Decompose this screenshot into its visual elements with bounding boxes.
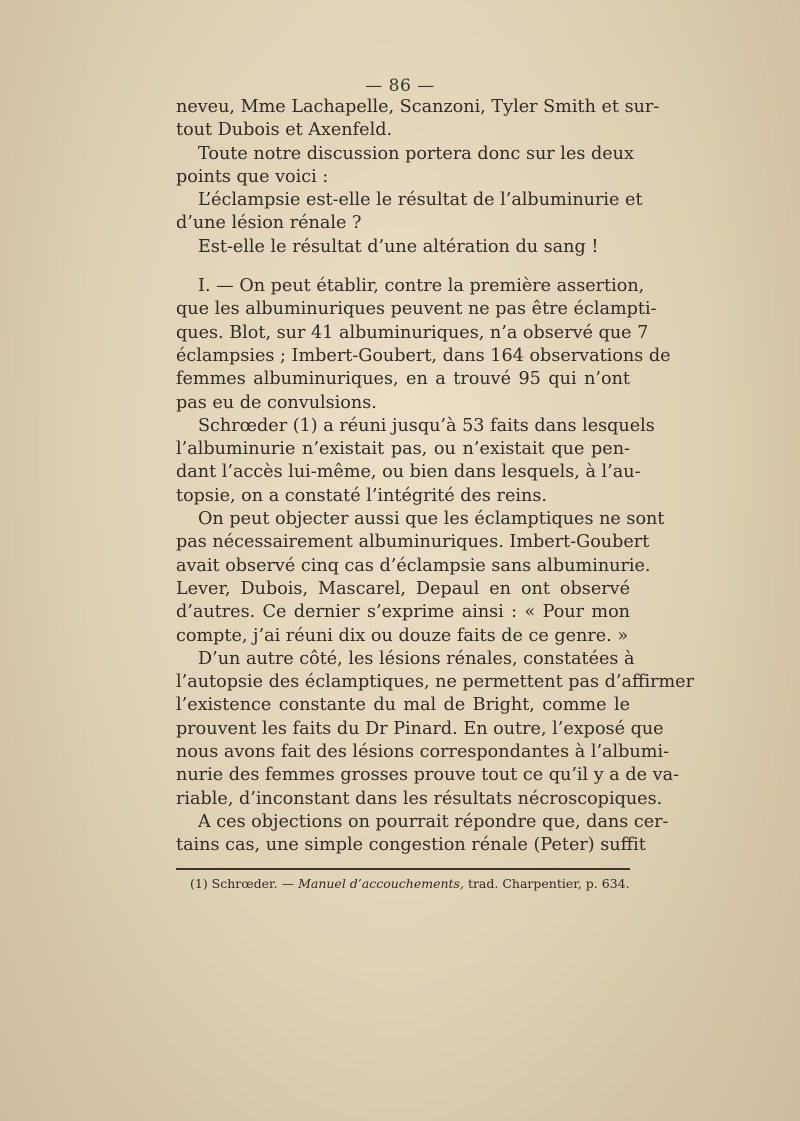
text-line: Toute notre discussion portera donc sur les deux <box>198 143 634 164</box>
text-line: avait observé cinq cas d’éclampsie sans albuminurie. <box>176 555 651 576</box>
text-line: tout Dubois et Axenfeld. <box>176 120 393 141</box>
page-number: — 86 — <box>365 76 435 96</box>
text-line: riable, d’inconstant dans les résultats nécroscopiques. <box>176 788 663 809</box>
text-line: ques. Blot, sur 41 albuminuriques, n’a observé que 7 <box>176 322 649 343</box>
text-line: tains cas, une simple congestion rénale (Peter) suffit <box>176 835 646 856</box>
footnote-suffix: trad. Charpentier, p. 634. <box>467 876 630 891</box>
footnote <box>190 876 630 892</box>
text-line: D’un autre côté, les lésions rénales, constatées à <box>198 648 635 669</box>
text-line: Schrœder (1) a réuni jusqu’à 53 faits dans lesquels <box>198 415 655 436</box>
section-gap <box>176 259 630 275</box>
text-line: éclampsies ; Imbert-Goubert, dans 164 observations de <box>176 345 671 366</box>
text-line: l’existence constante du mal de Bright, comme le <box>176 695 630 716</box>
text-line: compte, j’ai réuni dix ou douze faits de ce genre. » <box>176 625 629 646</box>
text-line: nurie des femmes grosses prouve tout ce qu’il y a de va- <box>176 765 680 786</box>
text-line: I. — On peut établir, contre la première assertion, <box>198 276 645 297</box>
text-line: femmes albuminuriques, en a trouvé 95 qui n’ont <box>176 369 630 390</box>
text-line: Est-elle le résultat d’une altération du sang ! <box>198 236 599 257</box>
text-line: neveu, Mme Lachapelle, Scanzoni, Tyler Smith et sur- <box>176 97 660 117</box>
text-line: prouvent les faits du Dr Pinard. En outre, l’exposé que <box>176 718 664 739</box>
body-text <box>176 96 694 858</box>
text-line: d’autres. Ce dernier s’exprime ainsi : « Pour mon <box>176 602 630 623</box>
text-line: que les albuminuriques peuvent ne pas être éclampti- <box>176 299 657 320</box>
footnote-prefix: (1) Schrœder. — <box>190 876 295 891</box>
text-line: topsie, on a constaté l’intégrité des reins. <box>176 485 547 506</box>
text-line: dant l’accès lui-même, ou bien dans lesquels, à l’au- <box>176 462 641 483</box>
text-line: L’éclampsie est-elle le résultat de l’albuminurie et <box>198 190 643 211</box>
text-line: l’autopsie des éclamptiques, ne permettent pas d’affirmer <box>176 672 694 693</box>
text-line: l’albuminurie n’existait pas, ou n’existait que pen- <box>176 439 630 460</box>
text-line: nous avons fait des lésions correspondantes à l’albumi- <box>176 742 670 763</box>
text-line: Lever, Dubois, Mascarel, Depaul en ont observé <box>176 578 630 599</box>
text-line: d’une lésion rénale ? <box>176 213 362 234</box>
text-line: pas eu de convulsions. <box>176 392 377 413</box>
text-line: pas nécessairement albuminuriques. Imbert-Goubert <box>176 532 650 553</box>
footnote-rule <box>176 868 630 870</box>
footnote-title: Manuel d’accouchements, <box>298 876 464 891</box>
text-line: points que voici : <box>176 166 329 187</box>
text-line: A ces objections on pourrait répondre que, dans cer- <box>198 811 669 832</box>
text-line: On peut objecter aussi que les éclamptiques ne sont <box>198 509 665 530</box>
